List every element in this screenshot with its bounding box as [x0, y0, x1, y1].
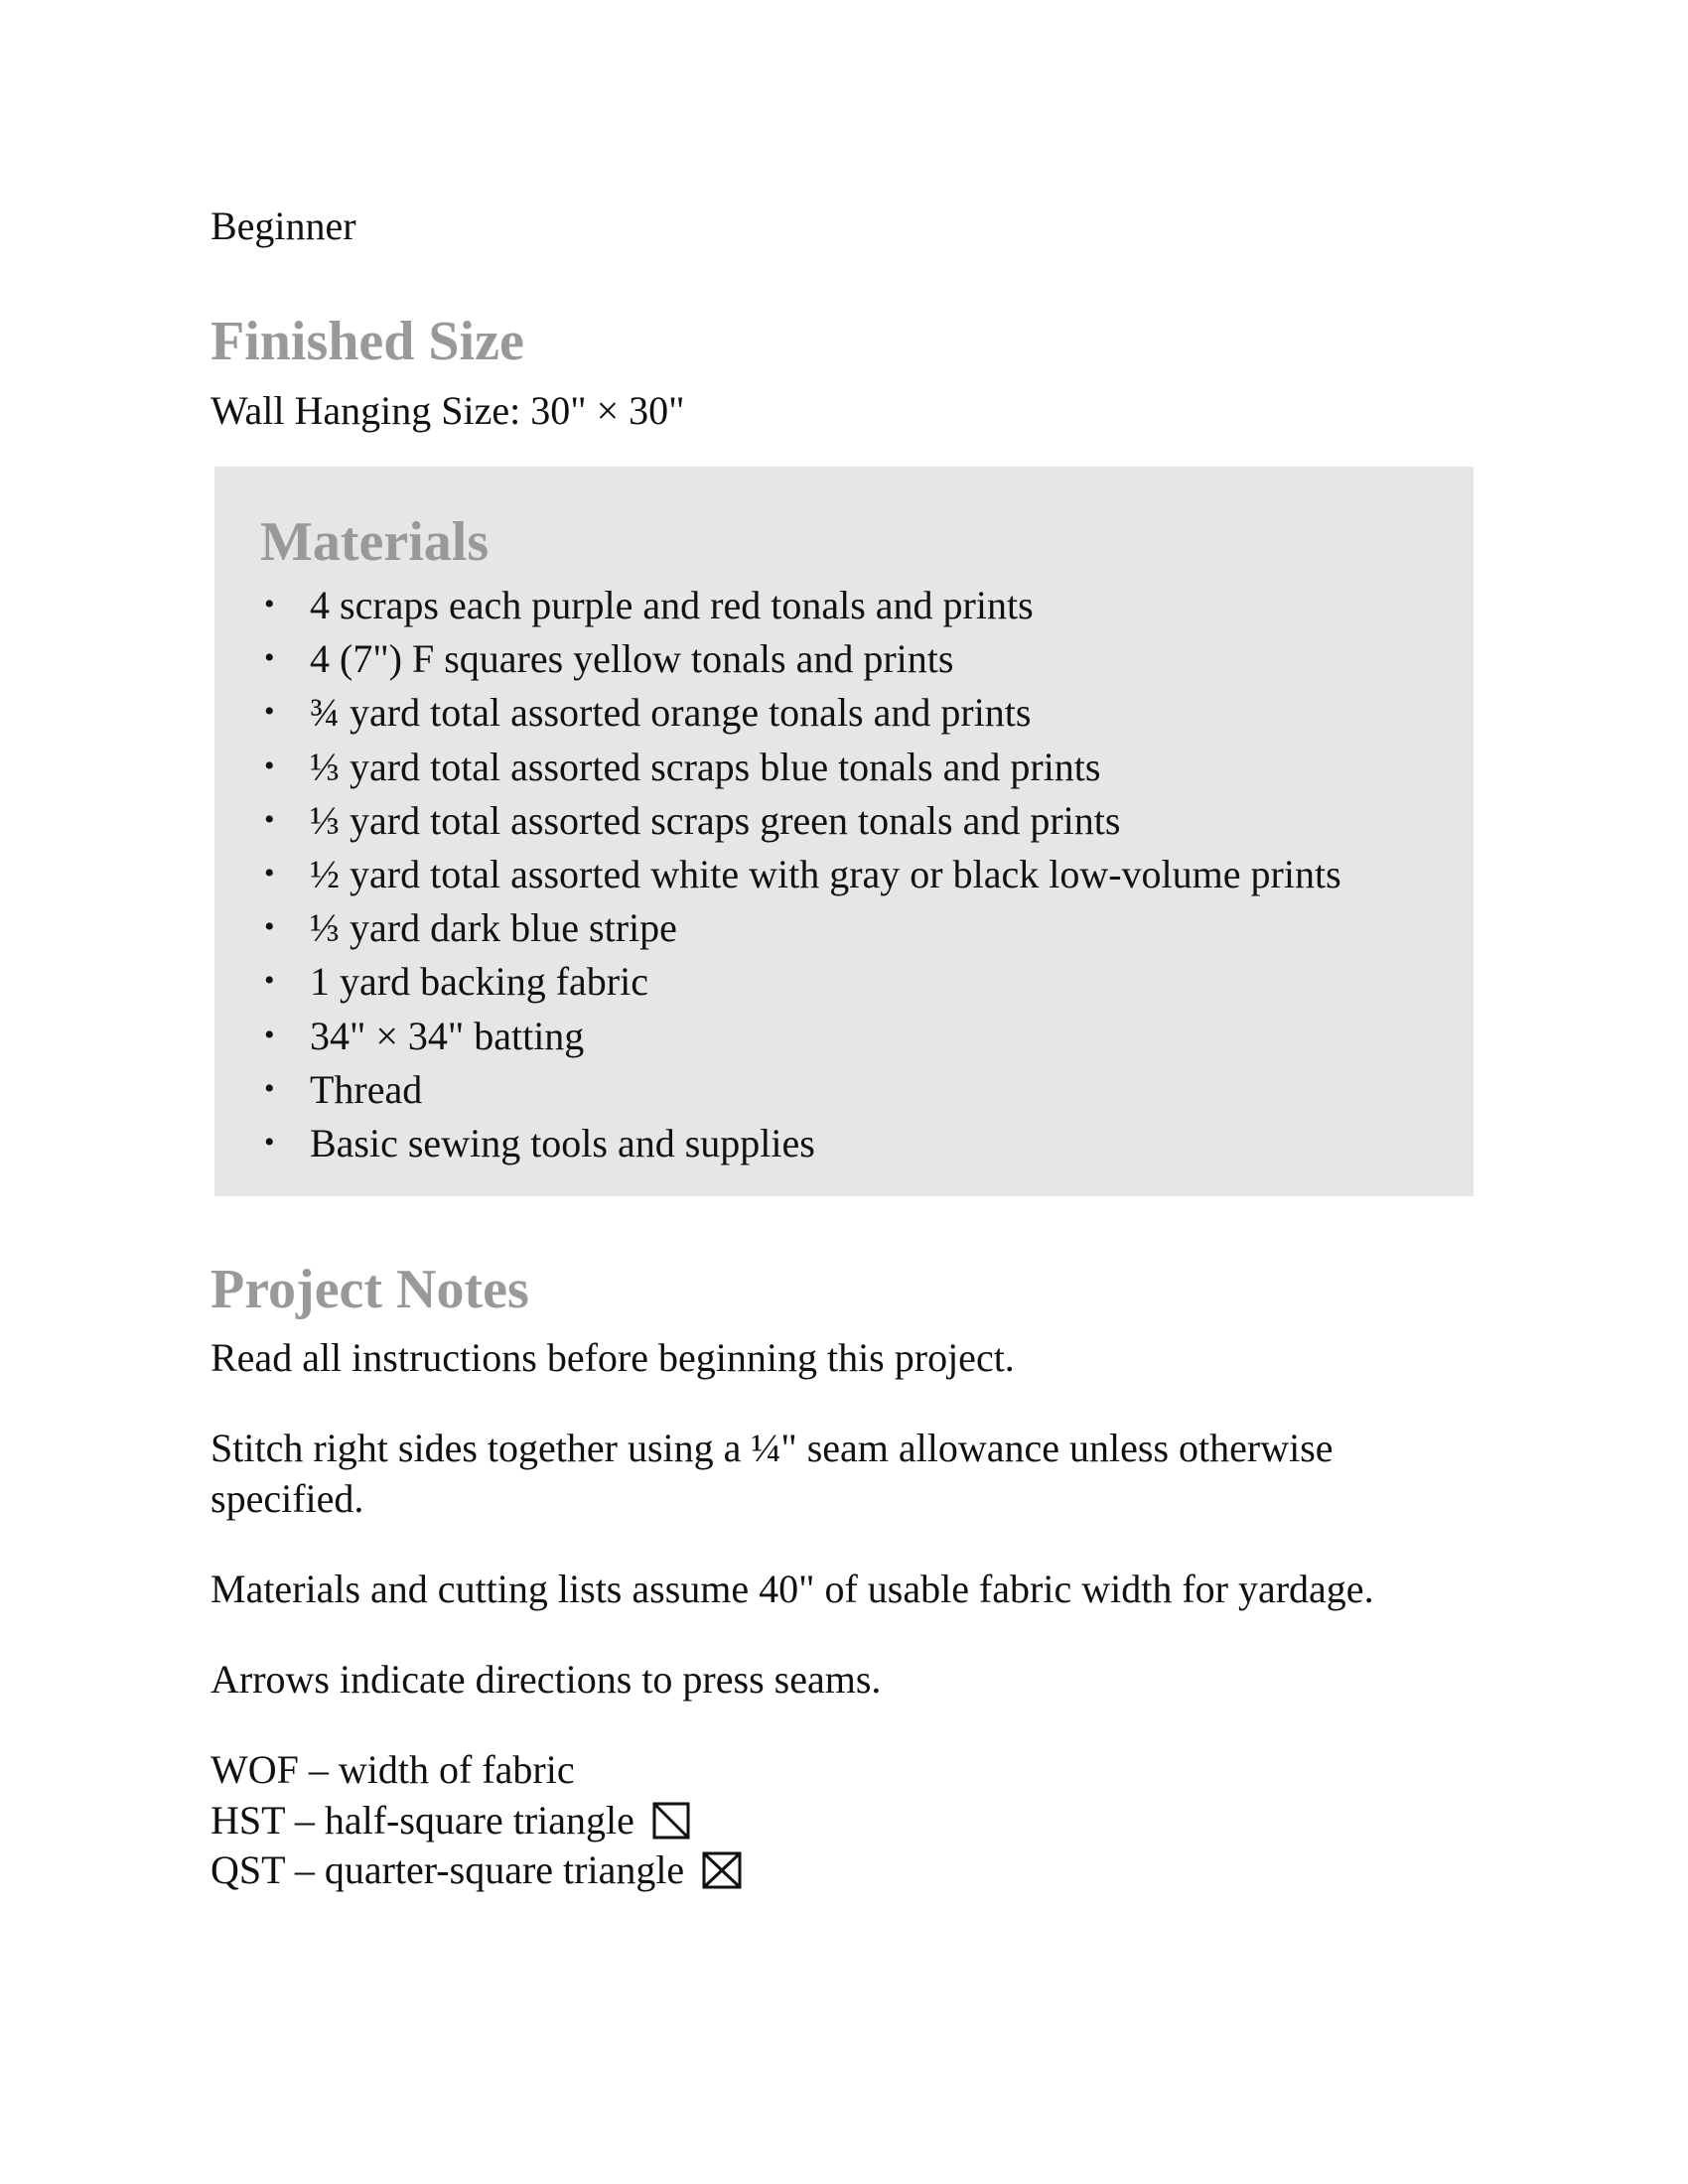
bullet: •: [264, 802, 275, 836]
abbreviation-hst: [211, 1798, 690, 1846]
project-notes-heading: Project Notes: [211, 1259, 529, 1320]
materials-item-text: 1 yard backing fabric: [310, 959, 648, 1005]
materials-item-text: ⅓ yard dark blue stripe: [310, 905, 677, 951]
materials-item-text: ¾ yard total assorted orange tonals and prints: [310, 690, 1032, 736]
materials-item-text: ½ yard total assorted white with gray or black low-volume prints: [310, 851, 1341, 896]
abbreviation-qst: [211, 1847, 742, 1896]
bullet: •: [264, 910, 275, 944]
half-square-triangle-icon: [652, 1802, 690, 1846]
abbreviation-text: QST – quarter-square triangle: [211, 1847, 685, 1892]
note-paragraph: Materials and cutting lists assume 40" of usable fabric width for yardage.: [211, 1567, 1374, 1611]
bullet: •: [264, 856, 275, 889]
materials-item-text: Thread: [310, 1066, 423, 1112]
quarter-square-triangle-icon: [702, 1851, 742, 1896]
abbreviation-text: WOF – width of fabric: [211, 1747, 575, 1792]
materials-item-text: 4 (7") F squares yellow tonals and prints: [310, 636, 954, 682]
abbreviation-text: HST – half-square triangle: [211, 1798, 634, 1843]
materials-heading: Materials: [260, 511, 490, 573]
bullet: •: [264, 695, 275, 729]
bullet: •: [264, 641, 275, 675]
materials-item-text: ⅓ yard total assorted scraps green tonals and prints: [310, 797, 1121, 843]
abbreviation-wof: [211, 1747, 575, 1792]
bullet: •: [264, 964, 275, 998]
materials-box: [214, 467, 1474, 1196]
bullet: •: [264, 1018, 275, 1051]
materials-item-text: ⅓ yard total assorted scraps blue tonals and prints: [310, 744, 1101, 789]
skill-level: Beginner: [211, 204, 356, 248]
finished-size-heading: Finished Size: [211, 311, 524, 372]
materials-item-text: 4 scraps each purple and red tonals and prints: [310, 583, 1034, 627]
bullet: •: [264, 1071, 275, 1105]
materials-item-text: Basic sewing tools and supplies: [310, 1120, 815, 1165]
bullet: •: [264, 749, 275, 782]
note-paragraph: Stitch right sides together using a ¼" seam allowance unless otherwise: [211, 1426, 1334, 1470]
note-paragraph-continued: specified.: [211, 1476, 364, 1521]
note-paragraph: Read all instructions before beginning this project.: [211, 1335, 1015, 1380]
bullet: •: [264, 1125, 275, 1159]
finished-size-text: Wall Hanging Size: 30" × 30": [211, 388, 685, 433]
note-paragraph: Arrows indicate directions to press seams.: [211, 1657, 882, 1702]
materials-item-text: 34" × 34" batting: [310, 1013, 585, 1058]
bullet: •: [264, 588, 275, 620]
